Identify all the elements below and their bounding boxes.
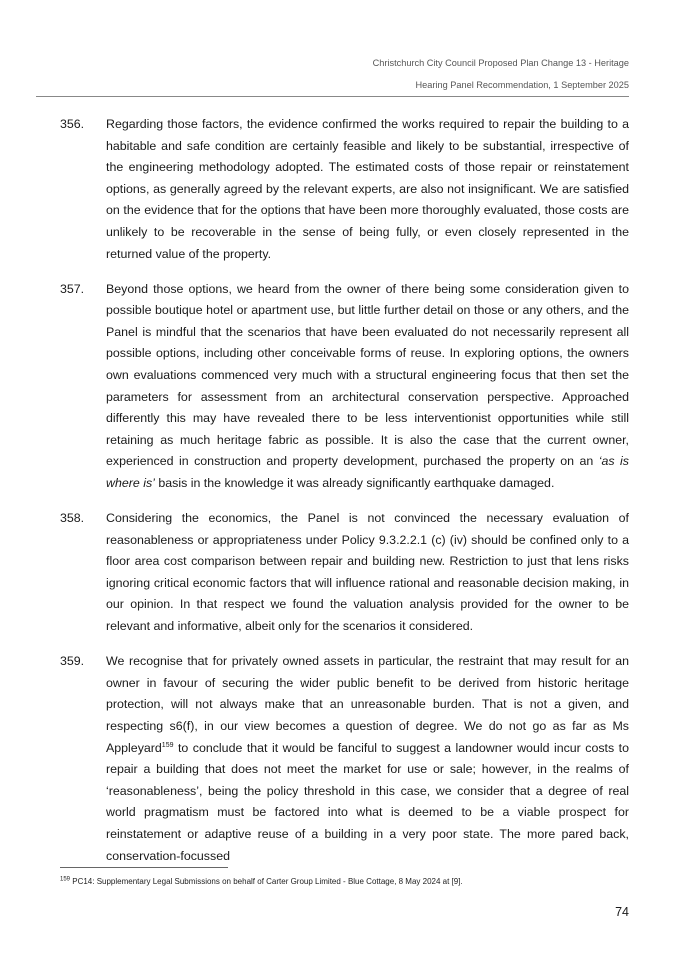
paragraph [60, 651, 629, 867]
paragraph-number: 356. [60, 117, 85, 131]
footnote-divider [60, 867, 228, 868]
page-header [373, 52, 629, 96]
header-document-title: Christchurch City Council Proposed Plan Change 13 - Heritage [372, 58, 629, 68]
text-segment: basis in the knowledge it was already significantly earthquake damaged. [154, 476, 555, 490]
text-segment: We recognise that for privately owned assets in particular, the restraint that may result for an owner in favour of securing the wider public benefit to be derived from historic heritage protection, will not always make that an unreasonable burden. That is not a given, and respecting s6(f), in our view becomes a question of degree. We do not go as far as Ms Appleyard [106, 654, 629, 755]
footnote-marker: 159 [60, 876, 71, 883]
header-document-subtitle: Hearing Panel Recommendation, 1 September 2025 [415, 80, 629, 90]
paragraph-number: 357. [60, 281, 85, 296]
text-segment: to conclude that it would be fanciful to suggest a landowner would incur costs to repair a building that does not meet the market for use or sale; however, in the realms of ‘reasonableness’, being the policy threshold in this case, we consider that a degree of real world pragmatism must be factored into what is deemed to be a viable prospect for reinstatement or adaptive reuse of a building in a very poor state. The more pared back, conservation-focussed [106, 740, 629, 863]
paragraph-text [106, 114, 629, 265]
italic-text: ‘as is where is’ [106, 454, 630, 490]
paragraph [60, 279, 629, 495]
header-divider [36, 96, 629, 97]
paragraph-text [106, 508, 629, 638]
footnote-reference: 159 [161, 741, 174, 749]
footnote [60, 877, 463, 886]
text-segment: Beyond those options, we heard from the owner of there being some consideration given to possible boutique hotel or apartment use, but little further detail on those or any others, and the Panel is mindful that the scenarios that have been evaluated do not necessarily represent all possible options, including other conceivable forms of reuse. In exploring options, the owners own evaluations commenced very much with a structural engineering focus that then set the parameters for assessment from an architectural conservation perspective. Approached differently this may have revealed there to be less interventionist opportunities while still retaining as much heritage fabric as possible. It is also the case that the current owner, experienced in construction and property development, purchased the property on an [106, 281, 629, 469]
text-segment: Considering the economics, the Panel is not convinced the necessary evaluation of reasonableness or appropriateness under Policy 9.3.2.2.1 (c) (iv) should be confined only to a floor area cost comparison between repair and building new. Restriction to just that lens risks ignoring critical economic factors that will influence rational and reasonable decision making, in our opinion. In that respect we found the valuation analysis provided for the owner to be relevant and informative, albeit only for the scenarios it considered. [106, 511, 629, 634]
page-number: 74 [615, 905, 629, 919]
footnote-text: PC14: Supplementary Legal Submissions on behalf of Carter Group Limited - Blue Cottage, 8 May 2024 at [9]. [70, 877, 463, 886]
paragraph [60, 508, 629, 638]
document-body [60, 114, 629, 881]
paragraph-number: 359. [60, 654, 85, 669]
paragraph-text [106, 279, 629, 495]
paragraph-text [106, 651, 629, 867]
paragraph-number: 358. [60, 511, 85, 526]
paragraph [60, 114, 629, 265]
text-segment: Regarding those factors, the evidence confirmed the works required to repair the building to a habitable and safe condition are certainly feasible and likely to be substantial, irrespective of the engineering methodology adopted. The estimated costs of those repair or reinstatement options, as generally agreed by the relevant experts, are also not insignificant. We are satisfied on the evidence that for the options that have been more thoroughly evaluated, those costs are unlikely to be recoverable in the sense of being fully, or even closely represented in the returned value of the property. [106, 117, 629, 261]
